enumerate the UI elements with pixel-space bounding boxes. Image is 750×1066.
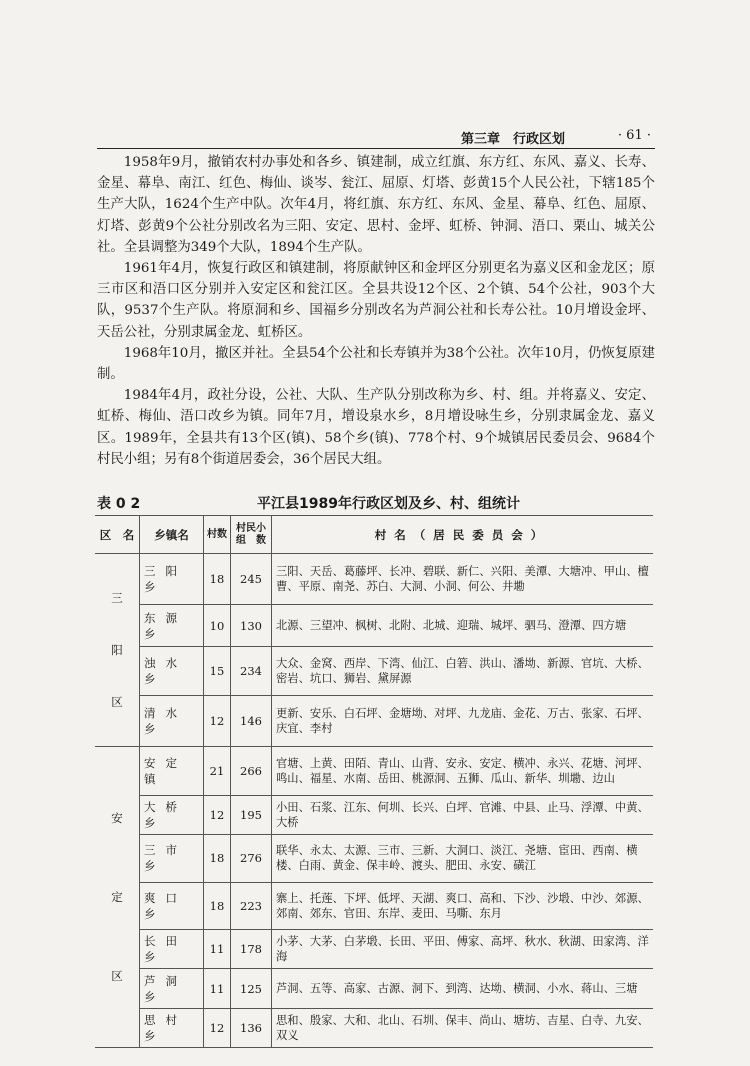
table-row xyxy=(95,647,653,696)
table-header-row xyxy=(95,516,653,554)
village-names: 思和、殷家、大和、北山、石圳、保丰、尚山、塘坊、吉星、白寺、九安、双义 xyxy=(272,1008,654,1047)
table-row xyxy=(95,969,653,1008)
body-text xyxy=(97,152,655,470)
town-name: 浊水乡 xyxy=(140,647,204,696)
village-count: 12 xyxy=(204,1008,231,1047)
paragraph: 1984年4月，政社分设，公社、大队、生产队分别改称为乡、村、组。并将嘉义、安定、虹桥、梅仙、浯口改乡为镇。同年7月，增设泉水乡，8月增设咏生乡，分别隶属金龙、嘉义区。1989年，全县共有13个区(镇)、58个乡(镇)、778个村、9个城镇居民委员会、9684个村民小组；另有8个街道居委会，36个居民大组。 xyxy=(97,388,655,467)
village-count: 10 xyxy=(204,605,231,647)
village-names: 寨上、托莲、下坪、低坪、天湖、爽口、高和、下沙、沙塅、中沙、郊源、郊南、郊东、官田、东岸、麦田、马嘶、东月 xyxy=(272,882,654,930)
paragraph: 1968年10月，撤区并社。全县54个公社和长寿镇并为38个公社。次年10月，仍恢复原建制。 xyxy=(97,345,655,383)
town-name: 长田乡 xyxy=(140,930,204,969)
village-count: 18 xyxy=(204,882,231,930)
district-name xyxy=(95,747,140,1048)
district-name xyxy=(95,554,140,747)
statistics-table xyxy=(95,515,653,1048)
village-count: 11 xyxy=(204,969,231,1008)
table-row xyxy=(95,554,653,605)
village-count: 21 xyxy=(204,747,231,796)
group-count: 178 xyxy=(231,930,272,969)
chapter-title: 第三章 行政区划 xyxy=(460,132,565,147)
group-count: 234 xyxy=(231,647,272,696)
running-header xyxy=(97,124,655,149)
col-group-count: 村民小组 数 xyxy=(231,516,272,554)
group-count: 146 xyxy=(231,695,272,746)
village-names: 大众、金窝、西岸、下湾、仙江、白箬、洪山、潘坳、新源、官坑、大桥、密岩、坑口、狮岩、黛屏源 xyxy=(272,647,654,696)
village-names: 三阳、天岳、葛藤坪、长冲、碧联、新仁、兴阳、美潭、大塘冲、甲山、檀曹、平原、南尧、苏白、大洞、小洞、何公、井墈 xyxy=(272,554,654,605)
town-name: 三市乡 xyxy=(140,835,204,883)
paragraph: 1958年9月，撤销农村办事处和各乡、镇建制，成立红旗、东方红、东风、嘉义、长寿、金星、幕阜、南江、红色、梅仙、谈岑、瓮江、屈原、灯塔、彭黄15个人民公社，下辖185个生产大队，1624个生产中队。次年4月，将红旗、东方红、东风、金星、幕阜、红色、屈原、灯塔、彭黄9个公社分别改名为三阳、安定、思村、金坪、虹桥、钟洞、浯口、栗山、城关公社。全县调整为349个大队，1894个生产队。 xyxy=(97,155,655,255)
village-names: 小茅、大茅、白茅塅、长田、平田、傅家、高坪、秋水、秋湖、田家湾、洋海 xyxy=(272,930,654,969)
district-char: 区 xyxy=(111,695,123,709)
table-row xyxy=(95,795,653,834)
village-count: 12 xyxy=(204,795,231,834)
table-row xyxy=(95,695,653,746)
col-village-count: 村数 xyxy=(204,516,231,554)
district-char: 区 xyxy=(111,969,123,983)
table-number: 表 0 2 xyxy=(97,496,141,512)
col-village-names: 村名（居民委员会） xyxy=(272,516,654,554)
col-town: 乡镇名 xyxy=(140,516,204,554)
village-count: 18 xyxy=(204,554,231,605)
group-count: 223 xyxy=(231,882,272,930)
group-count: 266 xyxy=(231,747,272,796)
district-char: 三 xyxy=(111,591,123,605)
paragraph: 1961年4月，恢复行政区和镇建制，将原献钟区和金坪区分别更名为嘉义区和金龙区；原三市区和浯口区分别并入安定区和瓮江区。全县共设12个区、2个镇、54个公社，903个大队，9537个生产队。将原洞和乡、国福乡分别改名为芦洞公社和长寿公社。10月增设金坪、天岳公社，分别隶属金龙、虹桥区。 xyxy=(97,261,655,340)
table-row xyxy=(95,1008,653,1047)
group-count: 245 xyxy=(231,554,272,605)
town-name: 芦洞乡 xyxy=(140,969,204,1008)
town-name: 三阳乡 xyxy=(140,554,204,605)
village-count: 12 xyxy=(204,695,231,746)
village-count: 15 xyxy=(204,647,231,696)
village-names: 芦洞、五等、高家、古源、洞下、到湾、达坳、横洞、小水、蒋山、三塘 xyxy=(272,969,654,1008)
town-name: 大桥乡 xyxy=(140,795,204,834)
village-names: 更新、安乐、白石坪、金塘坳、对坪、九龙庙、金花、万古、张家、石坪、庆宜、李村 xyxy=(272,695,654,746)
district-char: 定 xyxy=(111,890,123,904)
town-name: 安定镇 xyxy=(140,747,204,796)
group-count: 276 xyxy=(231,835,272,883)
village-names: 官塘、上黄、田陌、青山、山背、安永、安定、横冲、永兴、花塘、河坪、鸣山、福星、水南、岳田、桃源洞、五狮、瓜山、新华、圳墈、边山 xyxy=(272,747,654,796)
town-name: 思村乡 xyxy=(140,1008,204,1047)
table-row xyxy=(95,930,653,969)
group-count: 130 xyxy=(231,605,272,647)
table-row xyxy=(95,882,653,930)
district-char: 阳 xyxy=(111,643,123,657)
table-row xyxy=(95,747,653,796)
table-row xyxy=(95,605,653,647)
village-count: 11 xyxy=(204,930,231,969)
town-name: 东源乡 xyxy=(140,605,204,647)
district-char: 安 xyxy=(111,811,123,825)
village-count: 18 xyxy=(204,835,231,883)
col-district: 区 名 xyxy=(95,516,140,554)
table-caption xyxy=(97,493,655,513)
page-number: · 61 · xyxy=(617,128,651,143)
group-count: 136 xyxy=(231,1008,272,1047)
town-name: 清水乡 xyxy=(140,695,204,746)
town-name: 爽口乡 xyxy=(140,882,204,930)
table-title: 平江县1989年行政区划及乡、村、组统计 xyxy=(257,496,520,512)
village-names: 联华、永太、太源、三市、三新、大洞口、淡江、尧塘、宦田、西南、横楼、白雨、黄金、保丰岭、渡头、肥田、永安、磺江 xyxy=(272,835,654,883)
village-names: 北源、三望冲、枫树、北附、北城、迎瑞、城坪、驷马、澄潭、四方塘 xyxy=(272,605,654,647)
table-row xyxy=(95,835,653,883)
village-names: 小田、石浆、江东、何圳、长兴、白坪、官滩、中县、止马、浮潭、中黄、大桥 xyxy=(272,795,654,834)
group-count: 125 xyxy=(231,969,272,1008)
group-count: 195 xyxy=(231,795,272,834)
